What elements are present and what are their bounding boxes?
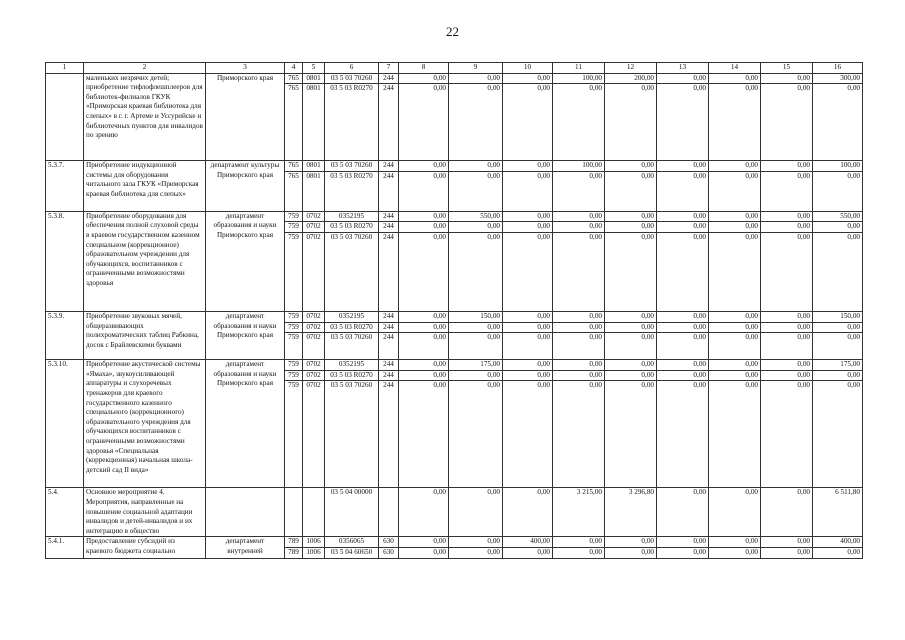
value-cell: 0,00 bbox=[399, 381, 449, 488]
value-cell: 244 bbox=[379, 333, 399, 360]
header-cell: 12 bbox=[605, 63, 657, 74]
value-cell: 0,00 bbox=[657, 211, 709, 222]
value-cell: 0,00 bbox=[761, 360, 813, 371]
value-cell: 0,00 bbox=[605, 360, 657, 371]
value-cell: 0,00 bbox=[399, 360, 449, 371]
value-cell: 0,00 bbox=[761, 161, 813, 172]
value-cell: 789 bbox=[285, 547, 303, 558]
value-cell: 0,00 bbox=[553, 171, 605, 211]
value-cell: 244 bbox=[379, 322, 399, 333]
value-cell: 0,00 bbox=[503, 370, 553, 381]
value-cell: 0,00 bbox=[761, 370, 813, 381]
value-cell: 0,00 bbox=[449, 222, 503, 233]
value-cell: 0,00 bbox=[553, 537, 605, 548]
value-cell: 0,00 bbox=[761, 73, 813, 84]
value-cell: 03 5 03 70260 bbox=[325, 381, 379, 488]
executor: Приморского края bbox=[206, 73, 285, 161]
value-cell: 03 5 03 R0270 bbox=[325, 171, 379, 211]
value-cell: 759 bbox=[285, 381, 303, 488]
value-cell: 0,00 bbox=[553, 370, 605, 381]
budget-table bbox=[45, 62, 863, 559]
value-cell: 0,00 bbox=[503, 73, 553, 84]
value-cell: 244 bbox=[379, 171, 399, 211]
value-cell: 0352195 bbox=[325, 211, 379, 222]
executor: департамент культуры Приморского края bbox=[206, 161, 285, 212]
executor bbox=[206, 488, 285, 537]
header-cell: 2 bbox=[84, 63, 206, 74]
value-cell: 3 296,80 bbox=[605, 488, 657, 537]
value-cell: 244 bbox=[379, 73, 399, 84]
value-cell: 0356065 bbox=[325, 537, 379, 548]
value-cell: 0,00 bbox=[605, 547, 657, 558]
value-cell bbox=[303, 488, 325, 537]
value-cell: 0352195 bbox=[325, 360, 379, 371]
value-cell: 0,00 bbox=[761, 171, 813, 211]
value-cell: 244 bbox=[379, 311, 399, 322]
value-cell: 0,00 bbox=[813, 232, 863, 311]
header-cell: 11 bbox=[553, 63, 605, 74]
value-cell: 400,00 bbox=[503, 537, 553, 548]
value-cell: 0801 bbox=[303, 171, 325, 211]
header-row bbox=[46, 63, 863, 74]
value-cell: 244 bbox=[379, 222, 399, 233]
value-cell: 0,00 bbox=[503, 488, 553, 537]
value-cell: 0,00 bbox=[657, 171, 709, 211]
value-cell: 0801 bbox=[303, 84, 325, 161]
header-cell: 6 bbox=[325, 63, 379, 74]
value-cell: 0,00 bbox=[503, 222, 553, 233]
value-cell: 0,00 bbox=[761, 211, 813, 222]
value-cell: 150,00 bbox=[449, 311, 503, 322]
value-cell: 03 5 03 R0270 bbox=[325, 322, 379, 333]
value-cell: 550,00 bbox=[813, 211, 863, 222]
value-cell: 0,00 bbox=[657, 161, 709, 172]
value-cell: 0,00 bbox=[503, 232, 553, 311]
value-cell: 0,00 bbox=[709, 222, 761, 233]
value-cell: 100,00 bbox=[553, 73, 605, 84]
value-cell: 244 bbox=[379, 161, 399, 172]
value-cell: 0,00 bbox=[605, 381, 657, 488]
executor: департамент образования и науки Приморского края bbox=[206, 360, 285, 488]
value-cell: 03 5 03 R0270 bbox=[325, 222, 379, 233]
value-cell: 0,00 bbox=[503, 547, 553, 558]
value-cell: 0,00 bbox=[813, 381, 863, 488]
value-cell: 0,00 bbox=[503, 322, 553, 333]
value-cell: 0,00 bbox=[657, 547, 709, 558]
value-cell: 0,00 bbox=[709, 547, 761, 558]
table-row bbox=[46, 161, 863, 172]
value-cell: 0,00 bbox=[449, 537, 503, 548]
value-cell: 765 bbox=[285, 84, 303, 161]
value-cell: 0702 bbox=[303, 222, 325, 233]
value-cell: 0,00 bbox=[709, 232, 761, 311]
value-cell: 0,00 bbox=[399, 171, 449, 211]
value-cell: 175,00 bbox=[449, 360, 503, 371]
value-cell: 0,00 bbox=[657, 537, 709, 548]
page-number: 22 bbox=[446, 24, 459, 39]
row-number: 5.4. bbox=[46, 488, 84, 537]
value-cell: 759 bbox=[285, 322, 303, 333]
table-row bbox=[46, 537, 863, 548]
value-cell: 0,00 bbox=[449, 381, 503, 488]
value-cell: 0,00 bbox=[449, 547, 503, 558]
value-cell: 765 bbox=[285, 161, 303, 172]
value-cell: 244 bbox=[379, 211, 399, 222]
value-cell: 0,00 bbox=[709, 360, 761, 371]
value-cell: 0,00 bbox=[709, 73, 761, 84]
value-cell: 0,00 bbox=[813, 222, 863, 233]
value-cell: 0702 bbox=[303, 232, 325, 311]
value-cell: 0,00 bbox=[553, 322, 605, 333]
value-cell: 03 5 03 70260 bbox=[325, 161, 379, 172]
value-cell: 759 bbox=[285, 232, 303, 311]
value-cell: 759 bbox=[285, 222, 303, 233]
value-cell: 0,00 bbox=[503, 84, 553, 161]
value-cell: 0,00 bbox=[503, 161, 553, 172]
value-cell: 0,00 bbox=[449, 84, 503, 161]
value-cell: 0,00 bbox=[399, 537, 449, 548]
measure-name: маленьких незрячих детей; приобретение тифлофлешплееров для библиотек-филиалов ГКУК «Приморская краевая библиотека для слепых» в г. г. Артеме и Уссурийске и библиотечных пунктов для инвалидов по зрению bbox=[84, 73, 206, 161]
row-number: 5.3.7. bbox=[46, 161, 84, 212]
value-cell: 0,00 bbox=[709, 161, 761, 172]
measure-name: Основное мероприятие 4. Мероприятия, направленные на повышение социальной адаптации инвалидов и детей-инвалидов и их интеграцию в общество bbox=[84, 488, 206, 537]
executor: департамент образования и науки Приморского края bbox=[206, 211, 285, 311]
header-cell: 10 bbox=[503, 63, 553, 74]
value-cell: 0,00 bbox=[761, 381, 813, 488]
value-cell: 0,00 bbox=[709, 333, 761, 360]
value-cell: 0,00 bbox=[605, 211, 657, 222]
value-cell: 0,00 bbox=[605, 311, 657, 322]
measure-name: Приобретение звуковых мячей, общеразвивающих полихроматических таблиц Рабкина, досок с Брайлевскими буквами bbox=[84, 311, 206, 359]
value-cell: 0702 bbox=[303, 370, 325, 381]
header-cell: 9 bbox=[449, 63, 503, 74]
value-cell: 0702 bbox=[303, 333, 325, 360]
value-cell: 0702 bbox=[303, 381, 325, 488]
value-cell: 100,00 bbox=[553, 161, 605, 172]
value-cell: 03 5 04 60650 bbox=[325, 547, 379, 558]
value-cell: 0,00 bbox=[761, 322, 813, 333]
value-cell: 03 5 04 00000 bbox=[325, 488, 379, 537]
value-cell: 0,00 bbox=[399, 311, 449, 322]
value-cell: 0,00 bbox=[553, 360, 605, 371]
value-cell: 0,00 bbox=[449, 232, 503, 311]
value-cell: 0,00 bbox=[813, 322, 863, 333]
value-cell: 150,00 bbox=[813, 311, 863, 322]
value-cell: 0,00 bbox=[449, 73, 503, 84]
value-cell: 0,00 bbox=[399, 222, 449, 233]
header-cell: 4 bbox=[285, 63, 303, 74]
value-cell: 03 5 03 70260 bbox=[325, 73, 379, 84]
value-cell: 0,00 bbox=[605, 232, 657, 311]
value-cell: 0,00 bbox=[399, 232, 449, 311]
value-cell: 0,00 bbox=[449, 370, 503, 381]
value-cell: 0,00 bbox=[449, 488, 503, 537]
measure-name: Приобретение индукционной системы для оборудования читального зала ГКУК «Приморская краевая библиотека для слепых» bbox=[84, 161, 206, 212]
value-cell: 765 bbox=[285, 171, 303, 211]
value-cell: 0,00 bbox=[503, 311, 553, 322]
value-cell: 0,00 bbox=[605, 161, 657, 172]
table-row bbox=[46, 311, 863, 322]
value-cell bbox=[379, 488, 399, 537]
value-cell: 0,00 bbox=[399, 322, 449, 333]
value-cell: 300,00 bbox=[813, 73, 863, 84]
value-cell: 759 bbox=[285, 360, 303, 371]
value-cell: 0,00 bbox=[503, 381, 553, 488]
value-cell: 789 bbox=[285, 537, 303, 548]
value-cell: 0,00 bbox=[399, 547, 449, 558]
value-cell: 759 bbox=[285, 311, 303, 322]
measure-name: Предоставление субсидий из краевого бюджета социально bbox=[84, 537, 206, 558]
value-cell: 0,00 bbox=[399, 84, 449, 161]
value-cell: 0,00 bbox=[657, 84, 709, 161]
row-number: 5.3.10. bbox=[46, 360, 84, 488]
value-cell: 0,00 bbox=[657, 311, 709, 322]
value-cell: 0,00 bbox=[761, 232, 813, 311]
value-cell: 0,00 bbox=[709, 537, 761, 548]
table-row bbox=[46, 488, 863, 537]
value-cell: 0,00 bbox=[657, 322, 709, 333]
value-cell: 630 bbox=[379, 537, 399, 548]
value-cell: 759 bbox=[285, 370, 303, 381]
row-number: 5.3.9. bbox=[46, 311, 84, 359]
value-cell: 0,00 bbox=[399, 370, 449, 381]
value-cell: 0,00 bbox=[449, 322, 503, 333]
value-cell: 244 bbox=[379, 370, 399, 381]
value-cell: 03 5 03 R0270 bbox=[325, 84, 379, 161]
header-cell: 5 bbox=[303, 63, 325, 74]
value-cell: 0,00 bbox=[709, 488, 761, 537]
value-cell: 0,00 bbox=[761, 333, 813, 360]
header-cell: 7 bbox=[379, 63, 399, 74]
value-cell: 244 bbox=[379, 84, 399, 161]
header-cell: 3 bbox=[206, 63, 285, 74]
value-cell: 0,00 bbox=[761, 311, 813, 322]
value-cell: 630 bbox=[379, 547, 399, 558]
value-cell: 0801 bbox=[303, 73, 325, 84]
value-cell: 0801 bbox=[303, 161, 325, 172]
value-cell: 0,00 bbox=[605, 537, 657, 548]
value-cell: 03 5 03 70260 bbox=[325, 232, 379, 311]
value-cell: 0,00 bbox=[709, 381, 761, 488]
value-cell: 0,00 bbox=[605, 171, 657, 211]
value-cell: 0,00 bbox=[813, 370, 863, 381]
value-cell: 3 215,00 bbox=[553, 488, 605, 537]
value-cell: 0,00 bbox=[399, 73, 449, 84]
value-cell: 0,00 bbox=[503, 171, 553, 211]
value-cell: 0,00 bbox=[503, 333, 553, 360]
table-row bbox=[46, 211, 863, 222]
value-cell: 0,00 bbox=[709, 370, 761, 381]
value-cell: 0,00 bbox=[761, 84, 813, 161]
value-cell: 03 5 03 R0270 bbox=[325, 370, 379, 381]
value-cell: 0,00 bbox=[761, 488, 813, 537]
row-number bbox=[46, 73, 84, 161]
value-cell: 0,00 bbox=[449, 333, 503, 360]
value-cell: 0,00 bbox=[657, 232, 709, 311]
value-cell: 0,00 bbox=[553, 333, 605, 360]
value-cell: 0,00 bbox=[553, 211, 605, 222]
value-cell: 175,00 bbox=[813, 360, 863, 371]
value-cell: 0,00 bbox=[553, 222, 605, 233]
value-cell: 0,00 bbox=[657, 381, 709, 488]
value-cell: 0,00 bbox=[657, 370, 709, 381]
value-cell: 0,00 bbox=[605, 84, 657, 161]
value-cell: 244 bbox=[379, 381, 399, 488]
header-cell: 15 bbox=[761, 63, 813, 74]
value-cell: 0,00 bbox=[553, 84, 605, 161]
value-cell: 0,00 bbox=[399, 488, 449, 537]
value-cell: 0702 bbox=[303, 360, 325, 371]
value-cell: 0,00 bbox=[709, 211, 761, 222]
value-cell: 0,00 bbox=[503, 360, 553, 371]
value-cell: 200,00 bbox=[605, 73, 657, 84]
value-cell: 400,00 bbox=[813, 537, 863, 548]
value-cell bbox=[285, 488, 303, 537]
value-cell: 0,00 bbox=[657, 333, 709, 360]
value-cell: 6 511,80 bbox=[813, 488, 863, 537]
value-cell: 0,00 bbox=[399, 333, 449, 360]
table-row bbox=[46, 73, 863, 84]
value-cell: 0702 bbox=[303, 311, 325, 322]
executor: департамент образования и науки Приморского края bbox=[206, 311, 285, 359]
value-cell: 0,00 bbox=[605, 333, 657, 360]
value-cell: 759 bbox=[285, 211, 303, 222]
value-cell: 0,00 bbox=[761, 222, 813, 233]
value-cell: 0,00 bbox=[605, 222, 657, 233]
measure-name: Приобретение оборудования для обеспечения полной слуховой среды в краевом государственном казенном специальном (коррекционное) образовательном учреждении для обучающихся, воспитанников с ограниченными возможностями здоровья bbox=[84, 211, 206, 311]
value-cell: 0,00 bbox=[813, 333, 863, 360]
value-cell: 0,00 bbox=[503, 211, 553, 222]
value-cell: 0,00 bbox=[399, 211, 449, 222]
value-cell: 1006 bbox=[303, 537, 325, 548]
value-cell: 0,00 bbox=[657, 222, 709, 233]
value-cell: 1006 bbox=[303, 547, 325, 558]
value-cell: 759 bbox=[285, 333, 303, 360]
value-cell: 0,00 bbox=[657, 360, 709, 371]
value-cell: 244 bbox=[379, 360, 399, 371]
value-cell: 0,00 bbox=[813, 547, 863, 558]
value-cell: 0,00 bbox=[553, 381, 605, 488]
value-cell: 0,00 bbox=[553, 232, 605, 311]
value-cell: 0,00 bbox=[761, 547, 813, 558]
header-cell: 16 bbox=[813, 63, 863, 74]
value-cell: 0,00 bbox=[813, 84, 863, 161]
table-row bbox=[46, 360, 863, 371]
header-cell: 14 bbox=[709, 63, 761, 74]
value-cell: 0,00 bbox=[709, 84, 761, 161]
value-cell: 550,00 bbox=[449, 211, 503, 222]
value-cell: 0,00 bbox=[709, 171, 761, 211]
value-cell: 0,00 bbox=[449, 161, 503, 172]
value-cell: 0,00 bbox=[813, 171, 863, 211]
header-cell: 8 bbox=[399, 63, 449, 74]
value-cell: 0,00 bbox=[657, 73, 709, 84]
value-cell: 100,00 bbox=[813, 161, 863, 172]
value-cell: 765 bbox=[285, 73, 303, 84]
value-cell: 0,00 bbox=[605, 370, 657, 381]
value-cell: 0,00 bbox=[657, 488, 709, 537]
header-cell: 1 bbox=[46, 63, 84, 74]
measure-name: Приобретение акустической системы «Ямаха», звукоусиливающей аппаратуры и слухоречевых тренажеров для краевого государственного казенного специального (коррекционного) образовательного учреждения для обучающихся воспитанников с ограниченными возможностями здоровья «Специальная (коррекционная) начальная школа-детский сад II вида» bbox=[84, 360, 206, 488]
row-number: 5.3.8. bbox=[46, 211, 84, 311]
value-cell: 03 5 03 70260 bbox=[325, 333, 379, 360]
header-cell: 13 bbox=[657, 63, 709, 74]
value-cell: 0,00 bbox=[761, 537, 813, 548]
value-cell: 0,00 bbox=[709, 311, 761, 322]
value-cell: 0702 bbox=[303, 322, 325, 333]
row-number: 5.4.1. bbox=[46, 537, 84, 558]
value-cell: 0,00 bbox=[449, 171, 503, 211]
value-cell: 0,00 bbox=[553, 547, 605, 558]
value-cell: 0,00 bbox=[553, 311, 605, 322]
value-cell: 0,00 bbox=[605, 322, 657, 333]
value-cell: 0,00 bbox=[399, 161, 449, 172]
value-cell: 244 bbox=[379, 232, 399, 311]
value-cell: 0,00 bbox=[709, 322, 761, 333]
executor: департамент внутренней bbox=[206, 537, 285, 558]
value-cell: 0702 bbox=[303, 211, 325, 222]
value-cell: 0352195 bbox=[325, 311, 379, 322]
